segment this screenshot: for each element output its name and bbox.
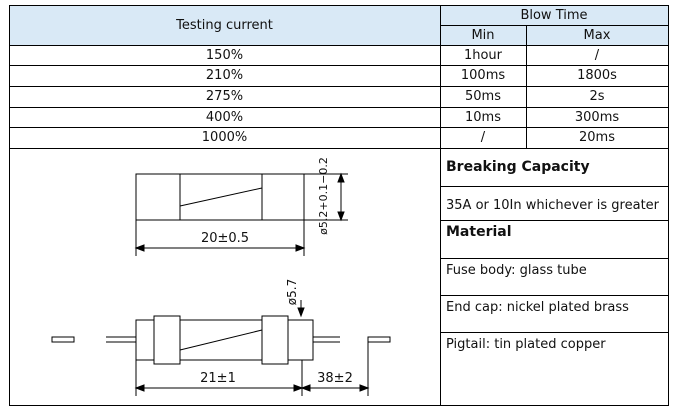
header-max: Max (583, 27, 611, 43)
row-min: 50ms (465, 89, 501, 104)
fuse-body: Fuse body: glass tube (446, 262, 587, 278)
breaking-capacity-title: Breaking Capacity (446, 159, 590, 175)
row-min: 100ms (460, 68, 506, 83)
row-min: 10ms (465, 109, 501, 125)
header-blow-time: Blow Time (520, 7, 588, 23)
bottom-length-label: 21±1 (200, 371, 236, 386)
bottom-right-cap (288, 320, 313, 360)
row-current: 1000% (201, 130, 248, 145)
material-title: Material (446, 224, 512, 240)
row-min: 1hour (463, 47, 503, 63)
row-max: / (594, 47, 600, 63)
row-current: 275% (205, 89, 244, 104)
end-cap: End cap: nickel plated brass (446, 299, 629, 315)
left-lead-end (52, 337, 74, 342)
row-max: 300ms (574, 109, 620, 125)
pigtail: Pigtail: tin plated copper (446, 336, 606, 352)
row-current: 150% (205, 47, 244, 63)
bottom-left-cap-inner (154, 316, 180, 364)
top-fuse-right-cap (262, 174, 304, 220)
row-max: 20ms (579, 130, 615, 145)
row-current: 210% (205, 68, 244, 83)
bottom-diameter-label: ø5.7 (285, 278, 299, 306)
right-lead-end (368, 337, 390, 342)
bottom-right-cap-inner (262, 316, 288, 364)
row-max: 2s (589, 89, 605, 104)
top-diameter-label: ø5.2+0.1−0.2 (317, 157, 330, 235)
header-testing-current: Testing current (176, 17, 273, 33)
bottom-left-cap (136, 320, 154, 360)
top-fuse-left-cap (136, 174, 180, 220)
header-min: Min (471, 27, 495, 43)
row-current: 400% (205, 109, 244, 125)
row-max: 1800s (577, 68, 617, 83)
row-min: / (480, 130, 486, 145)
top-length-label: 20±0.5 (200, 231, 250, 246)
lead-length-label: 38±2 (317, 371, 353, 386)
breaking-capacity-value: 35A or 10In whichever is greater (446, 197, 660, 213)
